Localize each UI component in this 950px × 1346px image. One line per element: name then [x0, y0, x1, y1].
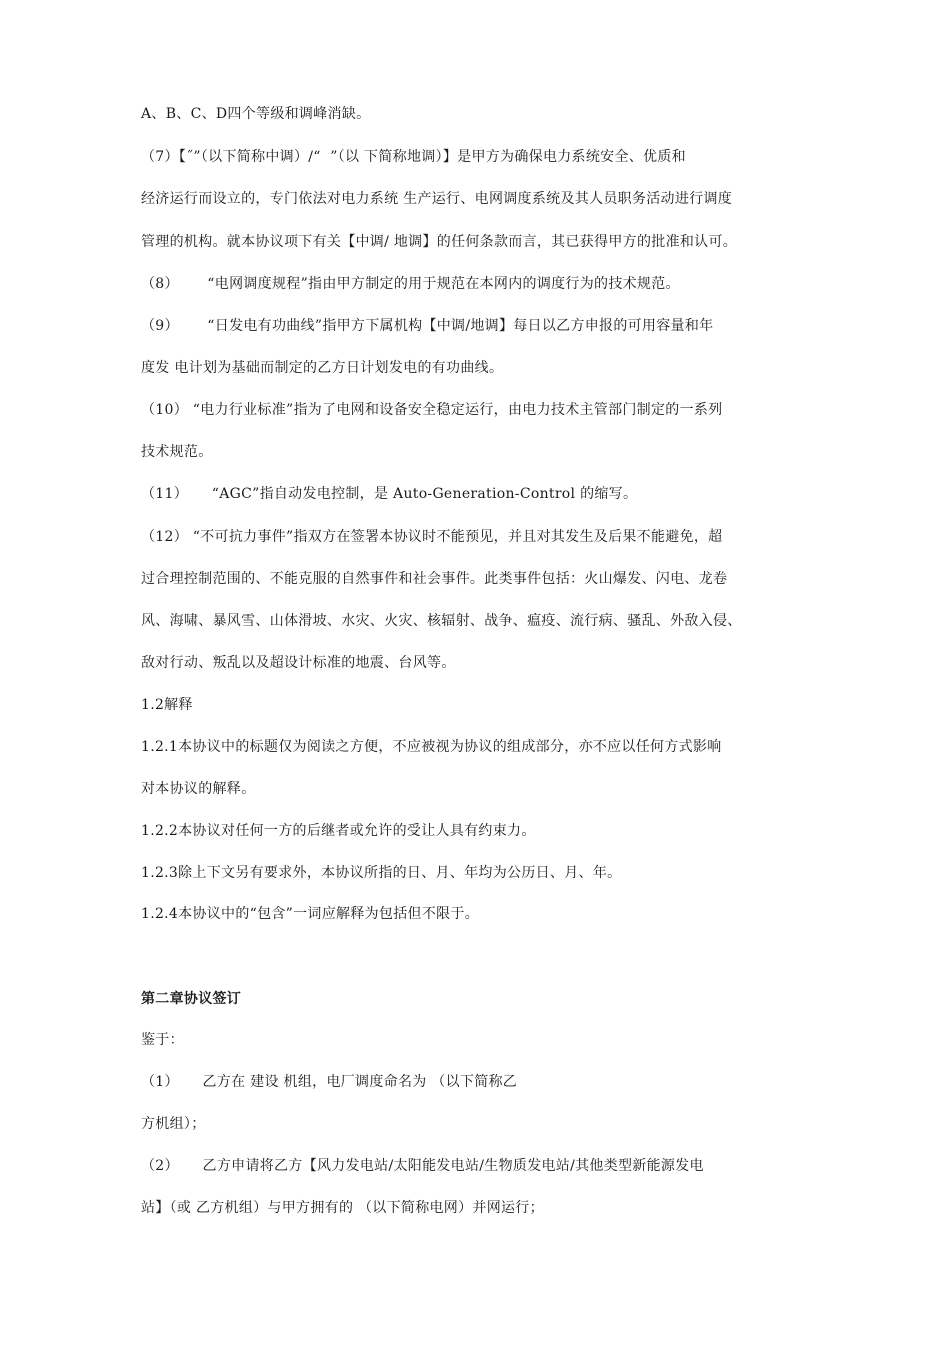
text-line: 1.2.3除上下文另有要求外，本协议所指的日、月、年均为公历日、月、年。	[141, 865, 622, 881]
text-line: （9） “日发电有功曲线”指甲方下属机构【中调/地调】每日以乙方申报的可用容量和年	[141, 318, 714, 334]
text-line: （2） 乙方申请将乙方【风力发电站/太阳能发电站/生物质发电站/其他类型新能源发电	[141, 1158, 704, 1174]
text-line: A、B、C、D四个等级和调峰消缺。	[141, 106, 371, 122]
text-line: 方机组）；	[141, 1116, 206, 1132]
text-line: （1） 乙方在 建设 机组，电厂调度命名为 （以下简称乙	[141, 1074, 518, 1090]
text-line: 1.2.2本协议对任何一方的后继者或允许的受让人具有约束力。	[141, 823, 536, 839]
text-line: 对本协议的解释。	[141, 781, 256, 797]
text-line: 风、海啸、暴风雪、山体滑坡、水灾、火灾、核辐射、战争、瘟疫、流行病、骚乱、外敌入侵、	[141, 613, 742, 629]
text-line: 过合理控制范围的、不能克服的自然事件和社会事件。此类事件包括：火山爆发、闪电、龙卷	[141, 571, 728, 587]
text-line: 鉴于：	[141, 1032, 184, 1048]
text-line: 经济运行而设立的，专门依法对电力系统 生产运行、电网调度系统及其人员职务活动进行调度	[141, 191, 733, 207]
text-line: 1.2.4本协议中的“包含”一词应解释为包括但不限于。	[141, 906, 480, 922]
text-line: （7）【˝”（以下简称中调）/“ ”（以 下简称地调）】是甲方为确保电力系统安全、优质和	[141, 149, 686, 165]
text-line: 敌对行动、叛乱以及超设计标准的地震、台风等。	[141, 655, 456, 671]
chapter-heading: 第二章协议签订	[141, 991, 242, 1007]
section-heading: 1.2解释	[141, 697, 193, 713]
text-line: 度发 电计划为基础而制定的乙方日计划发电的有功曲线。	[141, 360, 504, 376]
text-line: 站】（或 乙方机组）与甲方拥有的 （以下简称电网）并网运行；	[141, 1200, 544, 1216]
text-line: 管理的机构。就本协议项下有关【中调/ 地调】的任何条款而言，其已获得甲方的批准和认可。	[141, 234, 738, 250]
text-line: （11） “AGC”指自动发电控制，是 Auto-Generation-Control 的缩写。	[141, 486, 638, 502]
text-line: 技术规范。	[141, 444, 213, 460]
text-line: （8） “电网调度规程”指由甲方制定的用于规范在本网内的调度行为的技术规范。	[141, 276, 680, 292]
text-line: 1.2.1本协议中的标题仅为阅读之方便，不应被视为协议的组成部分，亦不应以任何方式影响	[141, 739, 722, 755]
text-line: （10） “电力行业标准”指为了电网和设备安全稳定运行，由电力技术主管部门制定的一系列	[141, 402, 723, 418]
text-line: （12） “不可抗力事件”指双方在签署本协议时不能预见，并且对其发生及后果不能避免，超	[141, 529, 723, 545]
